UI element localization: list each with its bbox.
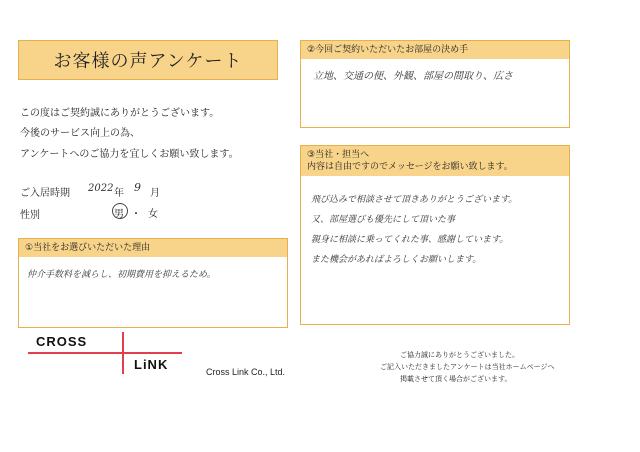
gender-male: 男 (114, 209, 124, 220)
move-in-label: ご入居時期 (20, 188, 70, 199)
logo-word-cross: CROSS (36, 334, 88, 349)
survey-title: お客様の声アンケート (18, 40, 278, 80)
q3-answer-line-1: 飛び込みで相談させて頂きありがとうございます。 (311, 195, 518, 205)
intro-line-1: この度はご契約誠にありがとうございます。 (20, 108, 220, 119)
q3-heading-line-2: 内容は自由ですのでメッセージをお願い致します。 (307, 162, 513, 172)
year-unit: 年 (114, 188, 124, 199)
month-unit: 月 (150, 188, 160, 199)
q1-answer: 仲介手数料を減らし、初期費用を抑えるため。 (27, 270, 216, 280)
q3-answer-line-2: 又、部屋選びも優先にして頂いた事 (311, 215, 456, 225)
gender-separator: ・ (131, 209, 141, 220)
q1-box (18, 238, 288, 328)
q2-heading: ②今回ご契約いただいたお部屋の決め手 (301, 41, 569, 59)
move-in-year: 2022 (88, 183, 114, 194)
footer-line-3: 掲載させて頂く場合がございます。 (400, 375, 512, 383)
move-in-month: 9 (134, 181, 141, 194)
company-name: Cross Link Co., Ltd. (206, 367, 286, 377)
q3-heading (301, 146, 569, 176)
intro-line-3: アンケートへのご協力を宜しくお願い致します。 (20, 149, 239, 160)
intro-line-2: 今後のサービス向上の為、 (20, 128, 140, 139)
footer-line-1: ご協力誠にありがとうございました。 (400, 351, 519, 359)
q1-heading: ①当社をお選びいただいた理由 (19, 239, 287, 257)
q2-box (300, 40, 570, 128)
q3-answer-line-4: また機会があればよろしくお願いします。 (311, 255, 482, 265)
q3-heading-line-1: ③当社・担当へ (307, 150, 370, 160)
footer-line-2: ご記入いただきましたアンケートは当社ホームページへ (380, 363, 555, 371)
logo-word-link: LiNK (134, 357, 169, 372)
gender-label: 性別 (20, 210, 40, 221)
company-logo (24, 330, 184, 376)
q3-answer-line-3: 親身に相談に乗ってくれた事、感謝しています。 (311, 235, 509, 245)
logo-horizontal-line (28, 352, 182, 354)
gender-female: 女 (148, 209, 158, 220)
q2-answer: 立地、交通の便、外観、部屋の間取り、広さ (313, 71, 513, 82)
q3-box (300, 145, 570, 325)
